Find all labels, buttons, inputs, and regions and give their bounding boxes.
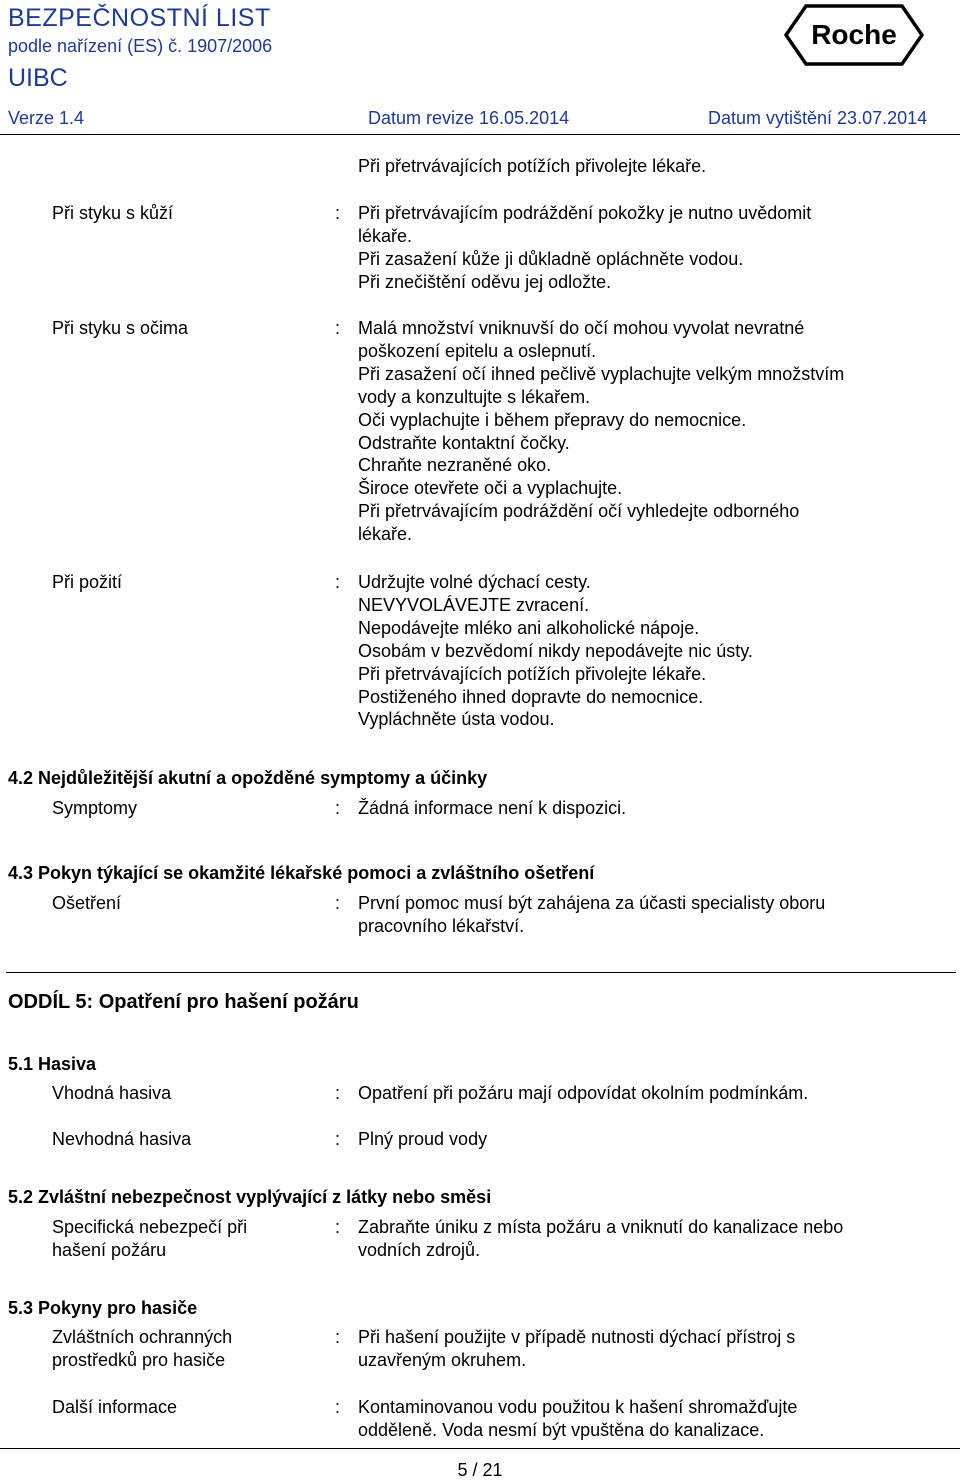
- eyes-label: Při styku s očima: [52, 318, 189, 338]
- section-5-1-heading: 5.1 Hasiva: [8, 1054, 97, 1074]
- section-divider: [6, 972, 956, 973]
- skin-label: Při styku s kůží: [52, 203, 174, 223]
- product-name: UIBC: [8, 64, 68, 92]
- revision-date: Datum revize 16.05.2014: [368, 108, 570, 128]
- specific-hazards-label: Specifická nebezpečí při hašení požáru: [52, 1217, 248, 1260]
- symptoms-label: Symptomy: [52, 798, 138, 818]
- ingestion-label: Při požití: [52, 572, 123, 592]
- unsuitable-media-text: Plný proud vody: [358, 1129, 488, 1149]
- unsuitable-media-colon: :: [335, 1129, 341, 1149]
- section-4-2-heading: 4.2 Nejdůležitější akutní a opožděné symptomy a účinky: [8, 768, 488, 788]
- protective-equipment-label: Zvláštních ochranných prostředků pro hasiče: [52, 1327, 233, 1370]
- section-5-2-heading: 5.2 Zvláštní nebezpečnost vyplývající z látky nebo směsi: [8, 1187, 492, 1207]
- eyes-text: Malá množství vniknuvší do očí mohou vyvolat nevratné poškození epitelu a oslepnutí. Při zasažení očí ihned pečlivě vyplachujte velkým množstvím vody a konzultujte s lékařem. Oči vyplachujte i během přepravy do nemocnice. Odstraňte kontaktní čočky. Chraňte nezraněné oko. Široce otevřete oči a vyplachujte. Při přetrvávajícím podráždění očí vyhledejte odborného lékaře.: [358, 318, 845, 545]
- other-info-colon: :: [335, 1397, 341, 1417]
- suitable-media-label: Vhodná hasiva: [52, 1083, 172, 1103]
- unsuitable-media-label: Nevhodná hasiva: [52, 1129, 192, 1149]
- continuation-text: Při přetrvávajících potížích přivolejte lékaře.: [358, 156, 707, 176]
- skin-colon: :: [335, 203, 341, 223]
- document-title: BEZPEČNOSTNÍ LIST: [8, 4, 271, 32]
- eyes-colon: :: [335, 318, 341, 338]
- ingestion-text: Udržujte volné dýchací cesty. NEVYVOLÁVEJTE zvracení. Nepodávejte mléko ani alkoholické nápoje. Osobám v bezvědomí nikdy nepodávejte nic ústy. Při přetrvávajících potížích přivolejte lékaře. Postiženého ihned dopravte do nemocnice. Vypláchněte ústa vodou.: [358, 572, 753, 730]
- treatment-label: Ošetření: [52, 893, 122, 913]
- page-number: 5 / 21: [457, 1460, 503, 1480]
- treatment-colon: :: [335, 893, 341, 913]
- header-divider: [0, 134, 960, 135]
- specific-hazards-colon: :: [335, 1217, 341, 1237]
- section-5-title: ODDÍL 5: Opatření pro hašení požáru: [8, 991, 359, 1013]
- specific-hazards-text: Zabraňte úniku z místa požáru a vniknutí do kanalizace nebo vodních zdrojů.: [358, 1217, 844, 1260]
- version: Verze 1.4: [8, 108, 85, 128]
- skin-text: Při přetrvávajícím podráždění pokožky je nutno uvědomit lékaře. Při zasažení kůže ji důkladně opláchněte vodou. Při znečištění oděvu jej odložte.: [358, 203, 812, 292]
- footer-divider: [0, 1448, 960, 1449]
- symptoms-colon: :: [335, 798, 341, 818]
- roche-logo: [784, 4, 924, 66]
- suitable-media-colon: :: [335, 1083, 341, 1103]
- other-info-text: Kontaminovanou vodu použitou k hašení shromažďujte odděleně. Voda nesmí být vpuštěna do kanalizace.: [358, 1397, 798, 1440]
- protective-equipment-text: Při hašení použijte v případě nutnosti dýchací přístroj s uzavřeným okruhem.: [358, 1327, 796, 1370]
- other-info-label: Další informace: [52, 1397, 178, 1417]
- suitable-media-text: Opatření při požáru mají odpovídat okolním podmínkám.: [358, 1083, 809, 1103]
- section-5-3-heading: 5.3 Pokyny pro hasiče: [8, 1298, 198, 1318]
- protective-equipment-colon: :: [335, 1327, 341, 1347]
- section-4-3-heading: 4.3 Pokyn týkající se okamžité lékařské pomoci a zvláštního ošetření: [8, 863, 595, 883]
- symptoms-text: Žádná informace není k dispozici.: [358, 798, 627, 818]
- treatment-text: První pomoc musí být zahájena za účasti specialisty oboru pracovního lékařství.: [358, 893, 826, 936]
- logo-text: Roche: [811, 19, 897, 50]
- print-date: Datum vytištění 23.07.2014: [708, 108, 928, 128]
- regulation-reference: podle nařízení (ES) č. 1907/2006: [8, 36, 273, 56]
- ingestion-colon: :: [335, 572, 341, 592]
